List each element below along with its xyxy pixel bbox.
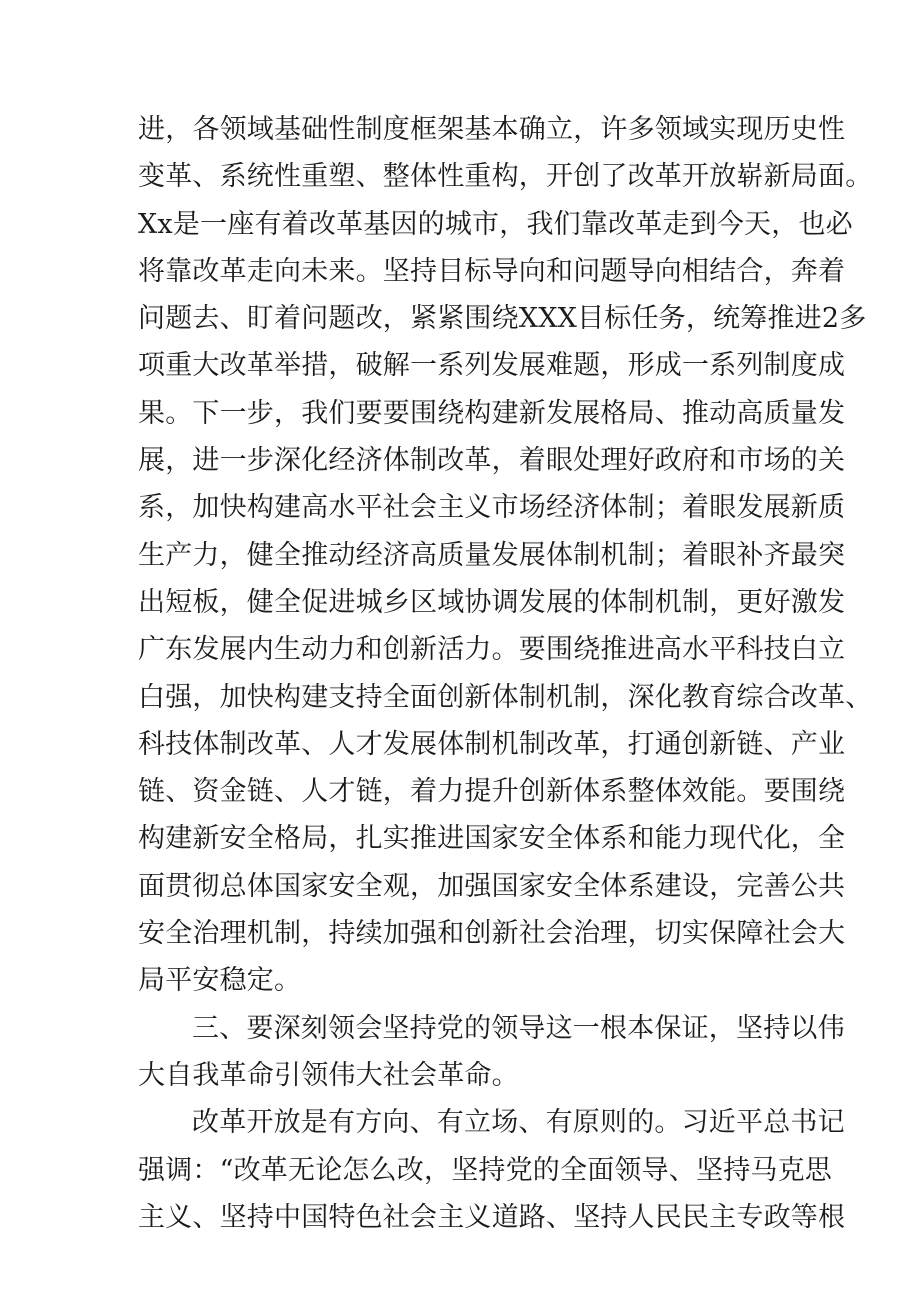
text-line: 项重大改革举措，破解一系列发展难题，形成一系列制度成 bbox=[138, 350, 846, 382]
section-heading-line: 大自我革命引领伟大社会革命。 bbox=[138, 1059, 519, 1091]
text-line: 展，进一步深化经济体制改革，着眼处理好政府和市场的关 bbox=[138, 445, 846, 477]
text-line: 面贯彻总体国家安全观，加强国家安全体系建设，完善公共 bbox=[138, 870, 846, 902]
text-line: 问题去、盯着问题改，紧紧围绕XXX目标任务，统筹推进2多 bbox=[138, 303, 867, 335]
text-line: 系，加快构建高水平社会主义市场经济体制；着眼发展新质 bbox=[138, 492, 846, 524]
text-line: 链、资金链、人才链，着力提升创新体系整体效能。要围绕 bbox=[138, 776, 846, 808]
text-line: 广东发展内生动力和创新活力。要围绕推进高水平科技白立 bbox=[138, 634, 846, 666]
text-line: 局平安稳定。 bbox=[138, 965, 302, 997]
text-line: 科技体制改革、人才发展体制机制改革，打通创新链、产业 bbox=[138, 728, 846, 760]
text-line: 生产力，健全推动经济高质量发展体制机制；着眼补齐最突 bbox=[138, 539, 846, 571]
text-line: 改革开放是有方向、有立场、有原则的。习近平总书记 bbox=[192, 1107, 845, 1139]
text-line: 进，各领域基础性制度框架基本确立，许多领域实现历史性 bbox=[138, 114, 846, 145]
text-line: 果。下一步，我们要要围绕构建新发展格局、推动高质量发 bbox=[138, 397, 846, 429]
text-line: 安全治理机制，持续加强和创新社会治理，切实保障社会大 bbox=[138, 918, 846, 950]
text-line: 出短板，健全促进城乡区域协调发展的体制机制，更好激发 bbox=[138, 586, 846, 618]
body-text bbox=[138, 106, 873, 1241]
text-line: 白强，加快构建支持全面创新体制机制，深化教育综合改革、 bbox=[138, 681, 873, 713]
text-line: 变革、系统性重塑、整体性重构，开创了改革开放崭新局面。 bbox=[138, 161, 873, 193]
text-line: Xx是一座有着改革基因的城市，我们靠改革走到今天，也必 bbox=[138, 208, 853, 240]
text-line: 构建新安全格局，扎实推进国家安全体系和能力现代化，全 bbox=[138, 823, 846, 855]
section-heading-line: 三、要深刻领会坚持党的领导这一根本保证，坚持以伟 bbox=[192, 1012, 845, 1044]
text-line: 将靠改革走向未来。坚持目标导向和问题导向相结合，奔着 bbox=[138, 255, 846, 287]
text-line: 强调：“改革无论怎么改，坚持党的全面领导、坚持马克思 bbox=[138, 1154, 833, 1186]
text-line: 主义、坚持中国特色社会主义道路、坚持人民民主专政等根 bbox=[138, 1201, 846, 1233]
